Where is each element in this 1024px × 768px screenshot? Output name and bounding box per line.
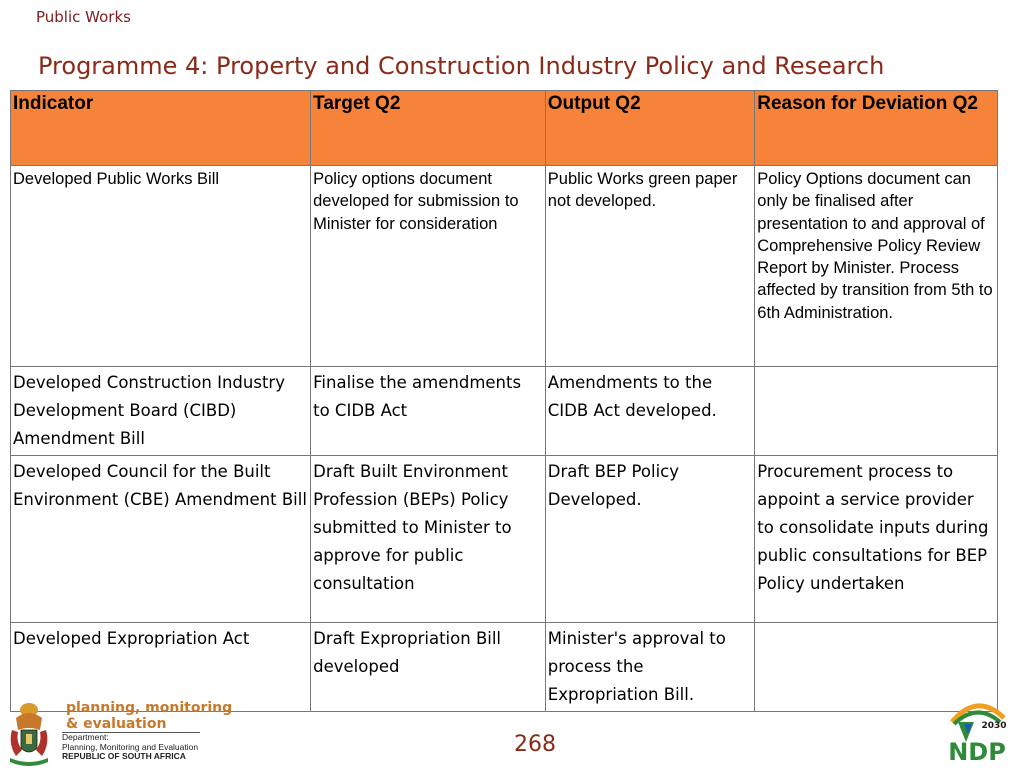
cell-target: Policy options document developed for submission to Minister for consideration bbox=[311, 166, 546, 367]
cell-output: Amendments to the CIDB Act developed. bbox=[545, 367, 754, 456]
page-title: Programme 4: Property and Construction Industry Policy and Research bbox=[38, 52, 885, 80]
table-row bbox=[11, 367, 998, 456]
table-header-row bbox=[11, 91, 998, 166]
cell-reason: Policy Options document can only be finalised after presentation to and approval of Comprehensive Policy Review Report by Minister. Process affected by transition from 5th to 6th Administration. bbox=[755, 166, 998, 367]
dept-line-2: Planning, Monitoring and Evaluation bbox=[62, 741, 199, 752]
department-name bbox=[62, 733, 198, 762]
cell-indicator: Developed Expropriation Act bbox=[11, 623, 311, 712]
dpme-logo bbox=[4, 700, 233, 766]
ndp-wordmark: NDP bbox=[948, 738, 1006, 764]
coat-of-arms-icon bbox=[4, 700, 54, 766]
table-row bbox=[11, 456, 998, 623]
cell-target: Finalise the amendments to CIDB Act bbox=[311, 367, 546, 456]
cell-target: Draft Expropriation Bill developed bbox=[311, 623, 546, 712]
cell-output: Public Works green paper not developed. bbox=[545, 166, 754, 367]
column-header-output: Output Q2 bbox=[545, 91, 754, 166]
ndp-2030-logo bbox=[944, 696, 1010, 764]
table-row bbox=[11, 166, 998, 367]
logo-line-1: planning, monitoring bbox=[66, 700, 233, 716]
ndp-year: 2030 bbox=[981, 721, 1007, 731]
cell-reason: Procurement process to appoint a service provider to consolidate inputs during public consultations for BEP Policy undertaken bbox=[755, 456, 998, 623]
indicator-table bbox=[10, 90, 998, 712]
cell-indicator: Developed Construction Industry Development Board (CIBD) Amendment Bill bbox=[11, 367, 311, 456]
column-header-indicator: Indicator bbox=[11, 91, 311, 166]
cell-output: Draft BEP Policy Developed. bbox=[545, 456, 754, 623]
cell-indicator: Developed Council for the Built Environment (CBE) Amendment Bill bbox=[11, 456, 311, 623]
dept-line-1: Department: bbox=[62, 732, 109, 742]
logo-wordmark bbox=[66, 700, 232, 732]
section-label: Public Works bbox=[36, 8, 131, 26]
cell-indicator: Developed Public Works Bill bbox=[11, 166, 311, 367]
cell-reason bbox=[755, 367, 998, 456]
dept-line-3: REPUBLIC OF SOUTH AFRICA bbox=[62, 751, 186, 761]
column-header-reason: Reason for Deviation Q2 bbox=[755, 91, 998, 166]
logo-line-2: & evaluation bbox=[66, 716, 167, 732]
column-header-target: Target Q2 bbox=[311, 91, 546, 166]
page-number: 268 bbox=[514, 732, 556, 757]
cell-output: Minister's approval to process the Expropriation Bill. bbox=[545, 623, 754, 712]
table-row bbox=[11, 623, 998, 712]
cell-target: Draft Built Environment Profession (BEPs) Policy submitted to Minister to approve for public consultation bbox=[311, 456, 546, 623]
